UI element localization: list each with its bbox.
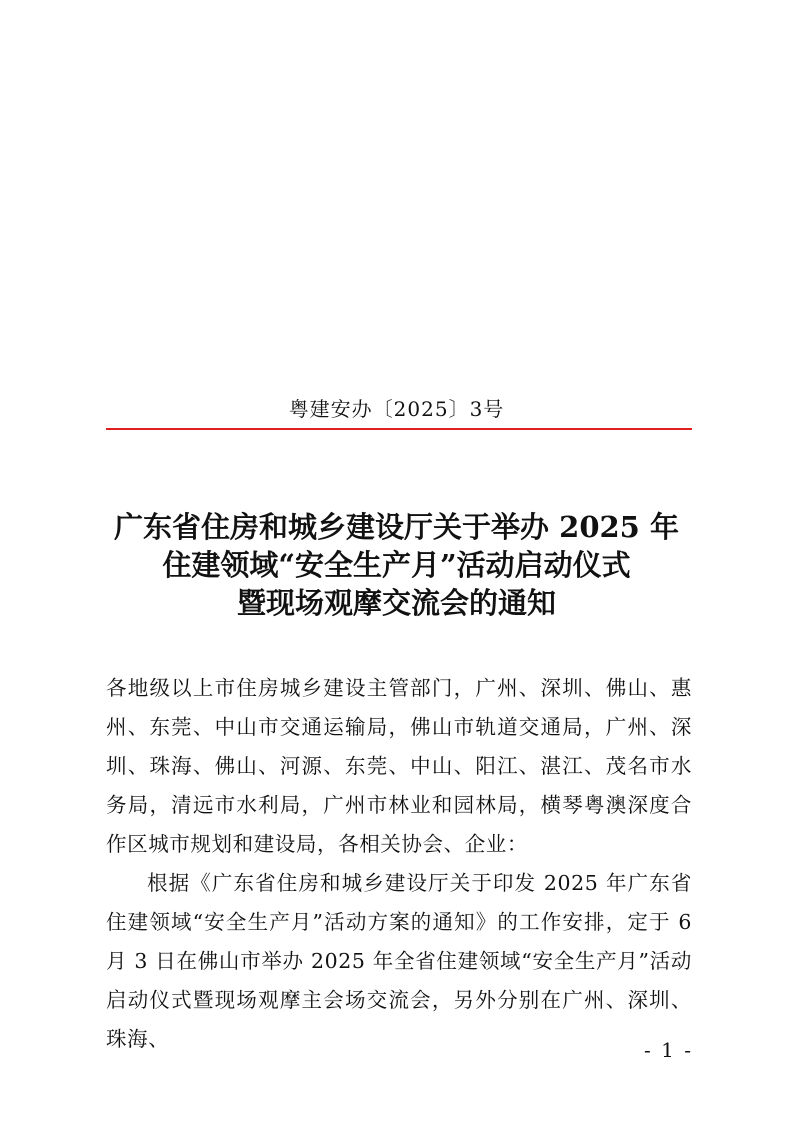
title-line-2: 住建领域“安全生产月”活动启动仪式 xyxy=(162,548,631,582)
document-body xyxy=(106,669,692,1059)
title-line-1: 广东省住房和城乡建设厅关于举办 2025 年 xyxy=(114,510,679,544)
document-title xyxy=(60,508,733,622)
document-number: 粤建安办〔2025〕3号 xyxy=(288,397,505,421)
addressee-paragraph: 各地级以上市住房城乡建设主管部门，广州、深圳、佛山、惠州、东莞、中山市交通运输局，佛山市轨道交通局，广州、深圳、珠海、佛山、河源、东莞、中山、阳江、湛江、茂名市水务局，清远市水利局，广州市林业和园林局，横琴粤澳深度合作区城市规划和建设局，各相关协会、企业： xyxy=(106,676,692,856)
title-line-3: 暨现场观摩交流会的通知 xyxy=(236,586,556,620)
page-number: - 1 - xyxy=(644,1038,693,1062)
body-paragraph: 根据《广东省住房和城乡建设厅关于印发 2025 年广东省住建领域“安全生产月”活动方案的通知》的工作安排，定于 6 月 3 日在佛山市举办 2025 年全省住建领域“安全生产月”活动启动仪式暨现场观摩主会场交流会，另外分别在广州、深圳、珠海、 xyxy=(106,871,692,1051)
red-separator-line xyxy=(106,428,692,430)
